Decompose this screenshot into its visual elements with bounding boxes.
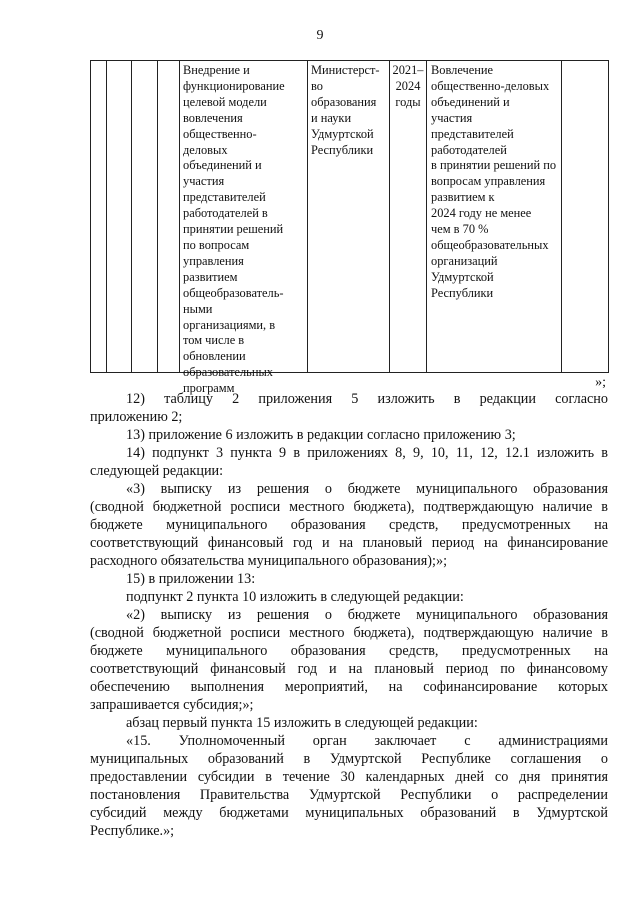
text-line: запрашивается субсидия;»; [90,696,254,713]
text-line: постановления Правительства Удмуртской Республики о распределении [90,786,608,803]
table-cell-result: Вовлечение общественно-деловых объединений и участия представителей работодателей в принятии решений по вопросам управления развитием к 2024 году не менее чем в 70 % общеобразовательных организаций Удмуртской Республики [431,63,557,300]
table-column-divider [426,61,427,372]
paragraph-item-15-abzac [90,715,608,733]
text-line: следующей редакции: [90,462,224,479]
text-line: (сводной бюджетной росписи местного бюджета), подтверждающую наличие в [90,624,608,641]
measures-table [90,60,609,396]
text-line: субсидий между бюджетами муниципальных образований в Удмуртской [90,804,608,821]
table-column-divider [561,61,562,372]
text-line: подпункт 2 пункта 10 изложить в следующей редакции: [126,588,464,605]
text-line: бюджете муниципального образования средств, предусмотренных на [90,516,608,533]
table-cell-measure: Внедрение и функционирование целевой модели вовлечения общественно- деловых объединений и участия представителей работодателей в принятии решений по вопросам управления развитием общеобразователь- ными организациями, в том числе в обновлении образовательных программ [183,63,285,396]
text-line: расходного обязательства муниципального образования);»; [90,552,448,569]
quoted-subitem-2 [90,607,608,714]
text-line: «3) выписку из решения о бюджете муниципального образования [126,481,608,497]
table-cell-period: 2021– 2024 годы [392,63,424,109]
text-line: приложению 2; [90,408,183,425]
table-cell-executor: Министерст- во образования и науки Удмуртской Республики [311,63,380,157]
text-line: 14) подпункт 3 пункта 9 в приложениях 8, 9, 10, 11, 12, 12.1 изложить в [126,445,608,461]
text-line: Республике.»; [90,822,175,839]
paragraph-item-15 [90,571,608,607]
text-line: 15) в приложении 13: [126,571,256,587]
table-closing-quote: »; [595,375,606,390]
page-number: 9 [316,28,324,43]
text-line: «2) выписку из решения о бюджете муниципального образования [126,607,608,623]
text-line: бюджете муниципального образования средств, предусмотренных на [90,642,608,659]
table-column-divider [106,61,107,372]
text-line: соответствующий финансовый год и на плановый период по финансовому [90,660,608,677]
table-column-divider [307,61,308,372]
paragraph-item-14 [90,445,608,481]
text-line: предоставлении субсидии в течение 30 календарных дней со дня принятия [90,768,608,785]
table-column-divider [131,61,132,372]
text-line: (сводной бюджетной росписи местного бюджета), подтверждающую наличие в [90,498,608,515]
text-line: 12) таблицу 2 приложения 5 изложить в редакции согласно [126,391,608,407]
quoted-subitem-3 [90,481,608,571]
table-column-divider [157,61,158,372]
table-column-divider [179,61,180,372]
text-line: абзац первый пункта 15 изложить в следующей редакции: [126,715,478,731]
text-line: 13) приложение 6 изложить в редакции согласно приложению 3; [126,427,516,443]
paragraph-item-13 [90,427,608,445]
paragraph-item-12 [90,391,608,427]
quoted-item-15 [90,733,608,840]
text-line: соответствующий финансовый год и на плановый период на финансирование [90,534,608,551]
text-line: «15. Уполномоченный орган заключает с администрациями [126,733,608,749]
text-line: обеспечению выполнения мероприятий, на софинансирование которых [90,678,608,695]
text-line: муниципальных образований в Удмуртской Республике соглашения о [90,750,608,767]
